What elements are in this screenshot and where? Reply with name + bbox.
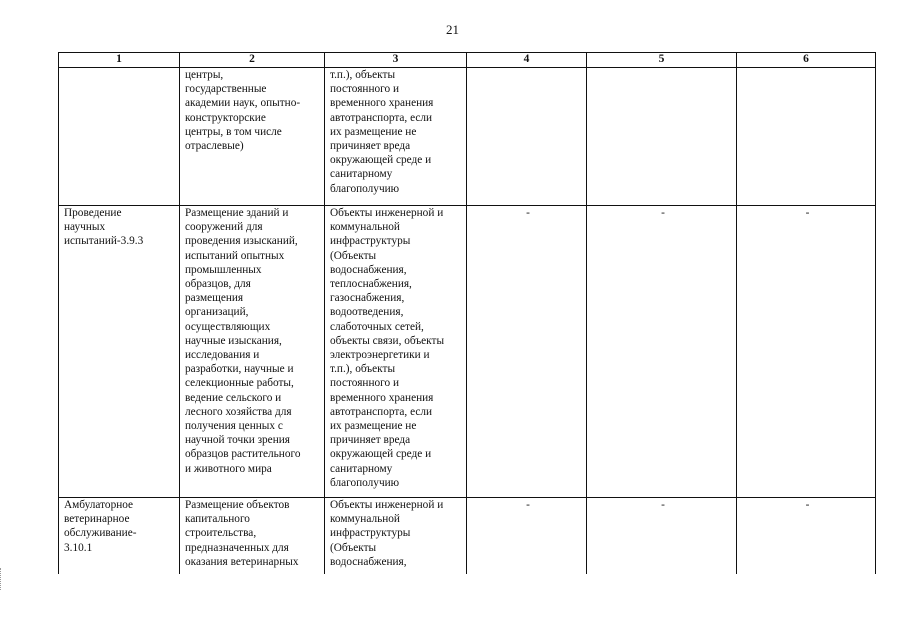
scan-edge-mark [0,568,3,590]
cell-col-5 [587,68,737,206]
cell-col-5: - [587,206,737,498]
cell-auxiliary-uses: Объекты инженерной и коммунальной инфраструктуры (Объекты водоснабжения, [325,498,467,575]
header-col-1: 1 [59,53,180,68]
cell-use-type [59,68,180,206]
cell-description: Размещение объектов капитального строительства, предназначенных для оказания ветеринарных [180,498,325,575]
cell-col-5: - [587,498,737,575]
header-col-3: 3 [325,53,467,68]
table-row [59,68,876,206]
cell-description: центры, государственные академии наук, опытно- конструкторские центры, в том числе отраслевые) [180,68,325,206]
header-col-4: 4 [467,53,587,68]
cell-col-6 [737,68,876,206]
table-row [59,498,876,575]
cell-auxiliary-uses: т.п.), объекты постоянного и временного хранения автотранспорта, если их размещение не причиняет вреда окружающей среде и санитарному благополучию [325,68,467,206]
cell-col-4 [467,68,587,206]
table-header-row [59,53,876,68]
header-col-6: 6 [737,53,876,68]
cell-use-type: Амбулаторное ветеринарное обслуживание- 3.10.1 [59,498,180,575]
cell-auxiliary-uses: Объекты инженерной и коммунальной инфраструктуры (Объекты водоснабжения, теплоснабжения, газоснабжения, водоотведения, слаботочных сетей, объекты связи, объекты электроэнергетики и т.п.), объекты постоянного и временного хранения автотранспорта, если их размещение не причиняет вреда окружающей среде и санитарному благополучию [325,206,467,498]
cell-col-4: - [467,206,587,498]
cell-col-6: - [737,206,876,498]
zoning-table [58,52,876,574]
header-col-5: 5 [587,53,737,68]
header-col-2: 2 [180,53,325,68]
cell-description: Размещение зданий и сооружений для проведения изысканий, испытаний опытных промышленных образцов, для размещения организаций, осуществляющих научные изыскания, исследования и разработки, научные и селекционные работы, ведение сельского и лесного хозяйства для получения ценных с научной точки зрения образцов растительного и животного мира [180,206,325,498]
table-row [59,206,876,498]
page-number: 21 [446,22,459,37]
cell-use-type: Проведение научных испытаний-3.9.3 [59,206,180,498]
cell-col-6: - [737,498,876,575]
cell-col-4: - [467,498,587,575]
